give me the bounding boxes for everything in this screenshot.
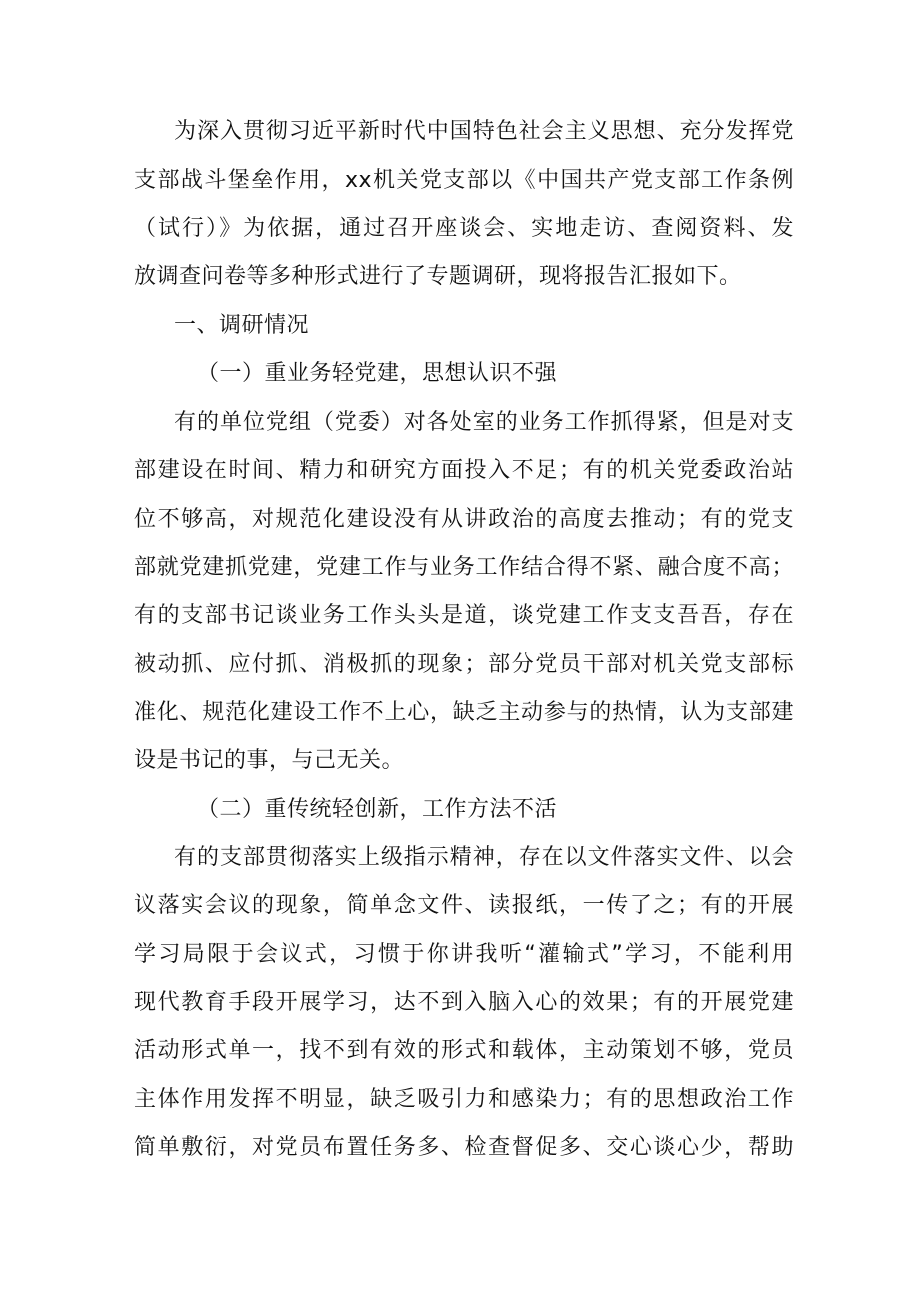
- subsection-heading-1: （一）重业务轻党建，思想认识不强: [197, 361, 558, 386]
- sub1-line-1: 有的单位党组（党委）对各处室的业务工作抓得紧，但是对支: [174, 410, 794, 435]
- intro-line-1: 为深入贯彻习近平新时代中国特色社会主义思想、充分发挥党: [174, 119, 794, 144]
- sub2-line-7: 简单敷衍，对党员布置任务多、检查督促多、交心谈心少，帮助: [134, 1135, 794, 1160]
- sub2-line-1: 有的支部贯彻落实上级指示精神，存在以文件落实文件、以会: [174, 845, 794, 870]
- sub1-line-7: 准化、规范化建设工作不上心，缺乏主动参与的热情，认为支部建: [134, 700, 794, 725]
- sub1-line-6: 被动抓、应付抓、消极抓的现象；部分党员干部对机关党支部标: [134, 652, 794, 677]
- sub2-line-5: 活动形式单一，找不到有效的形式和载体，主动策划不够，党员: [134, 1038, 794, 1063]
- intro-line-2: 支部战斗堡垒作用，xx机关党支部以《中国共产党支部工作条例: [134, 168, 794, 193]
- sub1-line-3: 位不够高，对规范化建设没有从讲政治的高度去推动；有的党支: [134, 507, 794, 532]
- sub2-line-4: 现代教育手段开展学习，达不到入脑入心的效果；有的开展党建: [134, 990, 794, 1015]
- intro-line-3: （试行）》为依据，通过召开座谈会、实地走访、查阅资料、发: [134, 216, 794, 241]
- section-heading-survey: 一、调研情况: [174, 313, 310, 338]
- sub2-line-6: 主体作用发挥不明显，缺乏吸引力和感染力；有的思想政治工作: [134, 1087, 794, 1112]
- sub1-line-2: 部建设在时间、精力和研究方面投入不足；有的机关党委政治站: [134, 458, 794, 483]
- sub1-line-4: 部就党建抓党建，党建工作与业务工作结合得不紧、融合度不高；: [134, 555, 794, 580]
- sub2-line-2: 议落实会议的现象，简单念文件、读报纸，一传了之；有的开展: [134, 893, 794, 918]
- sub1-line-8: 设是书记的事，与己无关。: [134, 748, 405, 773]
- sub2-line-3: 学习局限于会议式，习惯于你讲我听“灌输式”学习，不能利用: [134, 942, 794, 967]
- sub1-line-5: 有的支部书记谈业务工作头头是道，谈党建工作支支吾吾，存在: [134, 603, 794, 628]
- subsection-heading-2: （二）重传统轻创新，工作方法不活: [197, 797, 558, 822]
- intro-line-4: 放调查问卷等多种形式进行了专题调研，现将报告汇报如下。: [134, 264, 742, 289]
